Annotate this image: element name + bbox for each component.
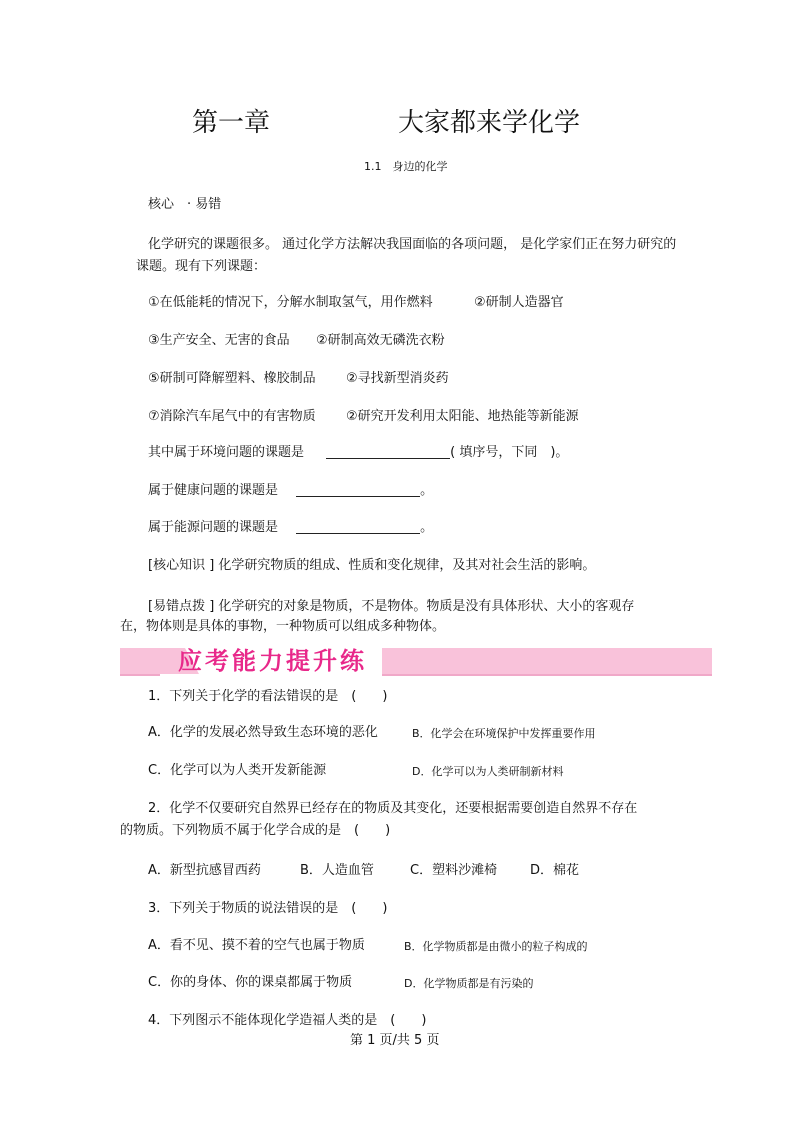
section-heading: 1.1 身边的化学 [364,160,448,173]
topic-item: ②寻找新型消炎药 [346,371,449,386]
question-2-option-a[interactable]: A．新型抗感冒西药 [148,863,261,878]
page-number: 第 1 页/共 5 页 [350,1033,440,1048]
core-knowledge: [核心知识 ] 化学研究物质的组成、性质和变化规律，及其对社会生活的影响。 [148,558,596,573]
question-1-option-a[interactable]: A．化学的发展必然导致生态环境的恶化 [148,725,378,740]
health-question-label: 属于健康问题的课题是 [148,483,279,498]
intro-line-2: 课题。现有下列课题： [136,259,267,274]
topic-item: ⑤研制可降解塑料、橡胶制品 [148,371,316,386]
environment-question-note: ( 填序号，下同 )。 [450,445,569,460]
error-tip-line-1: [易错点拨 ] 化学研究的对象是物质，不是物体。物质是没有具体形状、大小的客观存 [148,599,635,614]
core-label: 核心 · 易错 [148,197,222,212]
question-4-stem: 4．下列图示不能体现化学造福人类的是 ( ) [148,1013,427,1028]
question-2-stem-line-1: 2．化学不仅要研究自然界已经存在的物质及其变化，还要根据需要创造自然界不存在 [148,801,638,816]
energy-question [148,519,433,537]
environment-question [148,444,568,462]
topic-item: ①在低能耗的情况下，分解水制取氢气，用作燃料 [148,295,433,310]
topic-item: ②研制人造器官 [474,295,564,310]
question-2-option-b[interactable]: B．人造血管 [300,863,374,878]
topic-item: ②研究开发利用太阳能、地热能等新能源 [346,409,579,424]
topic-item: ③生产安全、无害的食品 [148,333,290,348]
question-2-option-c[interactable]: C．塑料沙滩椅 [410,863,498,878]
health-answer-blank[interactable] [296,484,420,497]
practice-banner [120,642,714,678]
question-1-stem: 1．下列关于化学的看法错误的是 ( ) [148,689,388,704]
error-tip-line-2: 在，物体则是具体的事物，一种物质可以组成多种物体。 [120,619,446,634]
question-3-stem: 3．下列关于物质的说法错误的是 ( ) [148,901,388,916]
question-1-option-d[interactable]: D．化学可以为人类研制新材料 [412,765,564,778]
energy-question-label: 属于能源问题的课题是 [148,520,279,535]
question-1-option-b[interactable]: B．化学会在环境保护中发挥重要作用 [412,727,596,740]
health-question [148,482,433,500]
health-question-period: 。 [420,483,434,498]
intro-line-1: 化学研究的课题很多。 通过化学方法解决我国面临的各项问题， 是化学家们正在努力研究的 [148,237,677,252]
environment-answer-blank[interactable] [326,446,450,459]
question-1-option-c[interactable]: C．化学可以为人类开发新能源 [148,763,327,778]
environment-question-label: 其中属于环境问题的课题是 [148,445,305,460]
question-3-option-d[interactable]: D．化学物质都是有污染的 [404,977,534,990]
chapter-number: 第一章 [192,108,271,138]
chapter-title: 大家都来学化学 [398,108,581,138]
topic-item: ②研制高效无磷洗衣粉 [316,333,445,348]
banner-title: 应考能力提升练 [178,647,367,675]
question-3-option-c[interactable]: C．你的身体、你的课桌都属于物质 [148,975,353,990]
question-2-option-d[interactable]: D．棉花 [530,863,580,878]
question-2-stem-line-2: 的物质。下列物质不属于化学合成的是 ( ) [120,823,391,838]
question-3-option-b[interactable]: B．化学物质都是由微小的粒子构成的 [404,940,588,953]
energy-answer-blank[interactable] [296,521,420,534]
topic-item: ⑦消除汽车尾气中的有害物质 [148,409,316,424]
question-3-option-a[interactable]: A．看不见、摸不着的空气也属于物质 [148,938,365,953]
energy-question-period: 。 [420,520,434,535]
